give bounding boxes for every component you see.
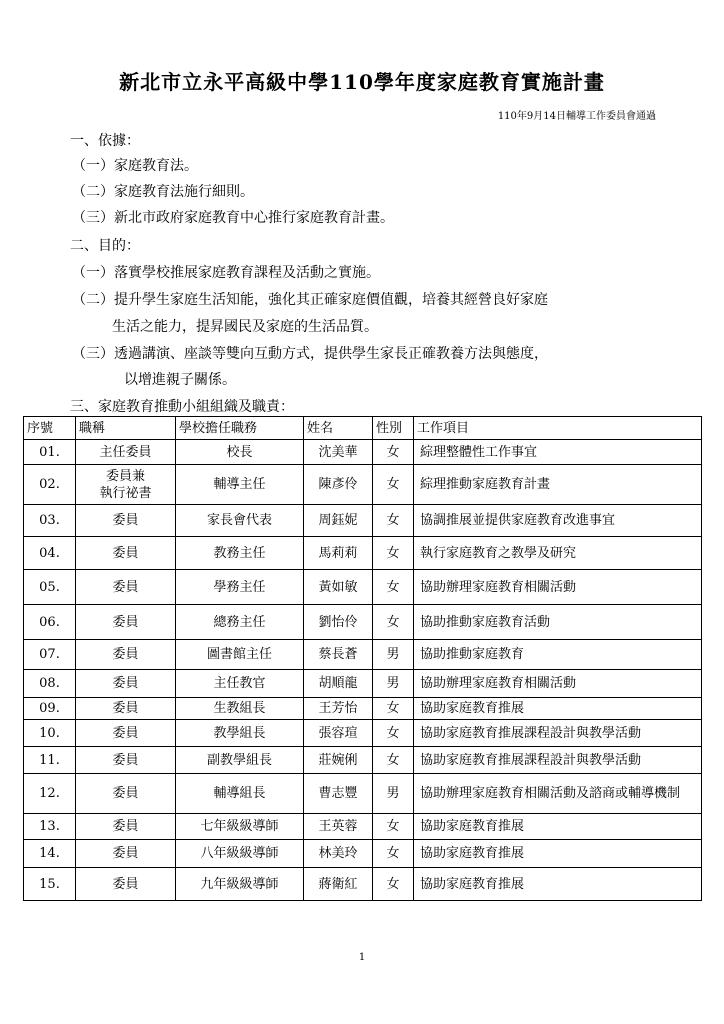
cell-title: 委員 [76,698,176,720]
cell-serial: 06. [24,605,76,640]
cell-duties: 協助家庭教育推展 [414,698,702,720]
cell-gender: 男 [373,670,414,698]
cell-duties: 綜理推動家庭教育計畫 [414,465,702,505]
purpose-item-2: （二）提升學生家庭生活知能，強化其正確家庭價值觀，培養其經營良好家庭 [72,292,548,308]
cell-title: 委員 [76,774,176,814]
table-row [24,698,702,720]
table-row [24,774,702,814]
cell-serial: 03. [24,505,76,537]
cell-title: 主任委員 [76,440,176,465]
cell-title: 委員 [76,670,176,698]
table-row [24,505,702,537]
cell-title: 委員 [76,720,176,747]
purpose-item-3-cont: 以增進親子關係。 [124,372,236,388]
cell-school-role: 校長 [176,440,304,465]
cell-serial: 05. [24,570,76,605]
cell-serial: 11. [24,747,76,774]
document-title: 新北市立永平高級中學110學年度家庭教育實施計畫 [119,70,605,94]
header-gender: 性別 [373,417,414,440]
cell-gender: 女 [373,505,414,537]
table-header-row [24,417,702,440]
cell-gender: 女 [373,537,414,570]
cell-school-role: 教務主任 [176,537,304,570]
cell-duties: 綜理整體性工作事宜 [414,440,702,465]
cell-duties: 協助家庭教育推展 [414,814,702,840]
cell-name: 馬莉莉 [304,537,373,570]
cell-title: 委員 [76,537,176,570]
purpose-item-2-cont: 生活之能力，提昇國民及家庭的生活品質。 [112,319,378,335]
cell-gender: 女 [373,868,414,901]
cell-duties: 執行家庭教育之教學及研究 [414,537,702,570]
cell-name: 林美玲 [304,840,373,868]
cell-serial: 14. [24,840,76,868]
cell-serial: 01. [24,440,76,465]
cell-gender: 女 [373,440,414,465]
table-row [24,720,702,747]
cell-title: 委員 [76,814,176,840]
cell-serial: 12. [24,774,76,814]
cell-school-role: 主任教官 [176,670,304,698]
cell-name: 胡順龍 [304,670,373,698]
cell-duties: 協助辦理家庭教育相關活動及諮商或輔導機制 [414,774,702,814]
cell-school-role: 家長會代表 [176,505,304,537]
table-row [24,868,702,901]
cell-school-role: 九年級級導師 [176,868,304,901]
header-serial: 序號 [24,417,76,440]
cell-gender: 男 [373,640,414,670]
cell-gender: 女 [373,720,414,747]
cell-duties: 協助推動家庭教育 [414,640,702,670]
cell-duties: 協助辦理家庭教育相關活動 [414,570,702,605]
cell-serial: 13. [24,814,76,840]
cell-name: 黃如敏 [304,570,373,605]
cell-duties: 協調推展並提供家庭教育改進事宜 [414,505,702,537]
cell-title: 委員兼 執行祕書 [76,465,176,505]
cell-school-role: 生教組長 [176,698,304,720]
cell-title: 委員 [76,570,176,605]
section-heading-basis: 一、依據： [70,133,140,149]
section-heading-purpose: 二、目的： [70,238,140,254]
cell-serial: 08. [24,670,76,698]
cell-name: 蔡長蒼 [304,640,373,670]
cell-gender: 女 [373,747,414,774]
cell-name: 莊婉俐 [304,747,373,774]
header-title: 職稱 [76,417,176,440]
table-row [24,747,702,774]
cell-duties: 協助家庭教育推展課程設計與教學活動 [414,747,702,774]
cell-school-role: 輔導主任 [176,465,304,505]
cell-title: 委員 [76,605,176,640]
committee-table [23,416,702,901]
cell-name: 周鈺妮 [304,505,373,537]
cell-gender: 女 [373,570,414,605]
basis-item-3: （三）新北市政府家庭教育中心推行家庭教育計畫。 [72,210,394,226]
cell-title: 委員 [76,747,176,774]
header-name: 姓名 [304,417,373,440]
cell-gender: 女 [373,605,414,640]
approval-note: 110年9月14日輔導工作委員會通過 [497,111,656,122]
cell-serial: 10. [24,720,76,747]
cell-name: 蔣衛紅 [304,868,373,901]
header-duties: 工作項目 [414,417,702,440]
basis-item-1: （一）家庭教育法。 [72,158,198,174]
cell-gender: 女 [373,814,414,840]
cell-serial: 02. [24,465,76,505]
cell-name: 張容瑄 [304,720,373,747]
table-row [24,840,702,868]
cell-duties: 協助推動家庭教育活動 [414,605,702,640]
table-body [24,440,702,901]
cell-school-role: 學務主任 [176,570,304,605]
cell-title: 委員 [76,640,176,670]
cell-gender: 女 [373,840,414,868]
cell-title: 委員 [76,840,176,868]
cell-school-role: 副教學組長 [176,747,304,774]
header-school-role: 學校擔任職務 [176,417,304,440]
cell-serial: 09. [24,698,76,720]
purpose-item-3: （三）透過講演、座談等雙向互動方式，提供學生家長正確教養方法與態度， [72,346,548,362]
cell-gender: 男 [373,774,414,814]
cell-duties: 協助家庭教育推展 [414,868,702,901]
cell-school-role: 總務主任 [176,605,304,640]
cell-name: 曹志豐 [304,774,373,814]
cell-serial: 15. [24,868,76,901]
page-number: 1 [358,952,366,963]
basis-item-2: （二）家庭教育法施行細則。 [72,184,254,200]
table-row [24,605,702,640]
cell-gender: 女 [373,465,414,505]
cell-school-role: 八年級級導師 [176,840,304,868]
cell-serial: 07. [24,640,76,670]
section-heading-organization: 三、家庭教育推動小組組織及職責： [70,399,294,415]
table-row [24,465,702,505]
cell-title: 委員 [76,505,176,537]
purpose-item-1: （一）落實學校推展家庭教育課程及活動之實施。 [72,265,380,281]
cell-name: 王英蓉 [304,814,373,840]
cell-gender: 女 [373,698,414,720]
cell-name: 沈美華 [304,440,373,465]
cell-serial: 04. [24,537,76,570]
cell-school-role: 七年級級導師 [176,814,304,840]
cell-school-role: 教學組長 [176,720,304,747]
table-row [24,670,702,698]
table-row [24,440,702,465]
cell-school-role: 圖書館主任 [176,640,304,670]
cell-duties: 協助辦理家庭教育相關活動 [414,670,702,698]
cell-duties: 協助家庭教育推展課程設計與教學活動 [414,720,702,747]
cell-name: 王芳怡 [304,698,373,720]
cell-title: 委員 [76,868,176,901]
cell-school-role: 輔導組長 [176,774,304,814]
cell-duties: 協助家庭教育推展 [414,840,702,868]
table-row [24,570,702,605]
table-row [24,537,702,570]
table-row [24,640,702,670]
table-row [24,814,702,840]
cell-name: 劉怡伶 [304,605,373,640]
cell-name: 陳彥伶 [304,465,373,505]
